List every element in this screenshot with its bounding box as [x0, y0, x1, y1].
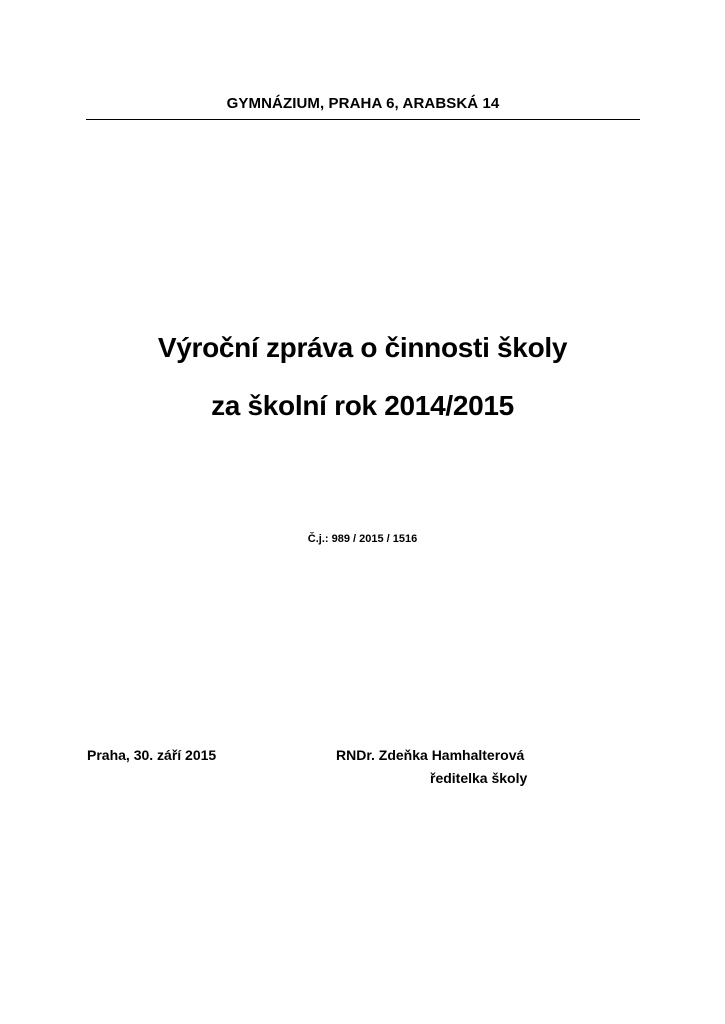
signatory-role: ředitelka školy — [430, 770, 528, 786]
reference-number: Č.j.: 989 / 2015 / 1516 — [307, 533, 418, 545]
signatory-name: RNDr. Zdeňka Hamhalterová — [336, 747, 525, 763]
school-header: GYMNÁZIUM, PRAHA 6, ARABSKÁ 14 — [226, 95, 500, 112]
place-and-date: Praha, 30. září 2015 — [87, 747, 217, 763]
document-title-line-1: Výroční zpráva o činnosti školy — [157, 332, 568, 363]
document-title-line-2: za školní rok 2014/2015 — [211, 390, 514, 421]
header-divider — [86, 119, 640, 120]
